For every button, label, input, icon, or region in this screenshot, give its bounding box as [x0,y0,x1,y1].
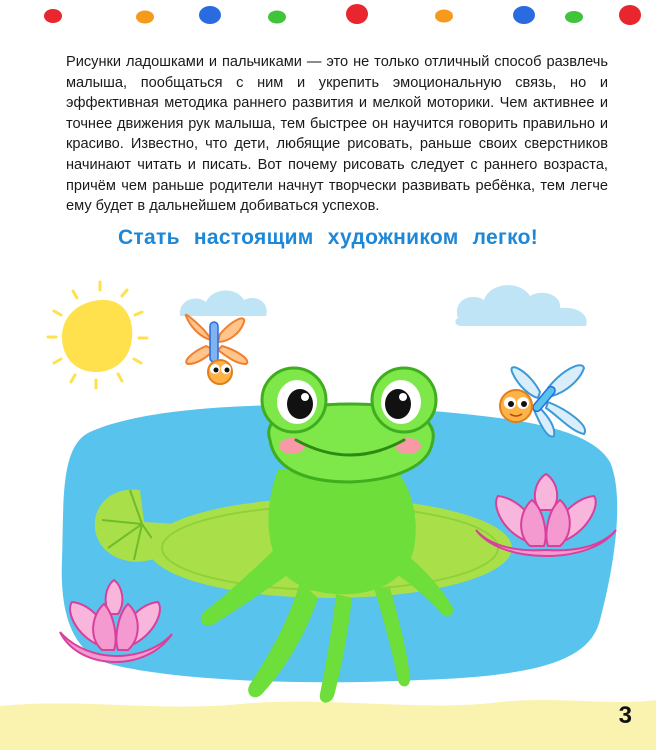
intro-paragraph: Рисунки ладошками и пальчиками — это не только отличный способ развлечь малыша, пообщаться с ним и укрепить эмоциональную связь, но и эффективная методика раннего развития и мелкой моторики. Чем активнее и точнее движения рук малыша, тем быстрее он научится говорить правильно и красиво. Известно, что дети, любящие рисовать, раньше своих сверстников начинают читать и писать. Вот почему рисовать следует с раннего возраста, причём чем раньше родители начнут творчески развивать ребёнка, тем легче ему будет в дальнейшем добиваться успехов. [66,54,608,215]
paint-dots-border [0,0,656,40]
paint-dot [44,9,62,23]
page-number: 3 [618,702,632,729]
paint-dot [513,6,535,24]
paint-dot [435,10,453,23]
ground [0,700,656,750]
page-headline: Стать настоящим художником легко! [117,226,539,249]
paint-dot [565,11,583,23]
cloud [180,290,267,316]
paint-dot [268,11,286,24]
frog-cheek [395,438,421,454]
sun [48,282,147,388]
paint-dot [346,4,368,24]
frog-body [269,468,416,594]
dragonfly-orange [186,315,248,384]
paint-dot [619,5,641,25]
frog-cheek [279,438,305,454]
frog-pond-illustration [0,270,656,750]
paint-dot [199,6,221,24]
cloud [455,285,586,326]
paint-dot [136,11,154,24]
